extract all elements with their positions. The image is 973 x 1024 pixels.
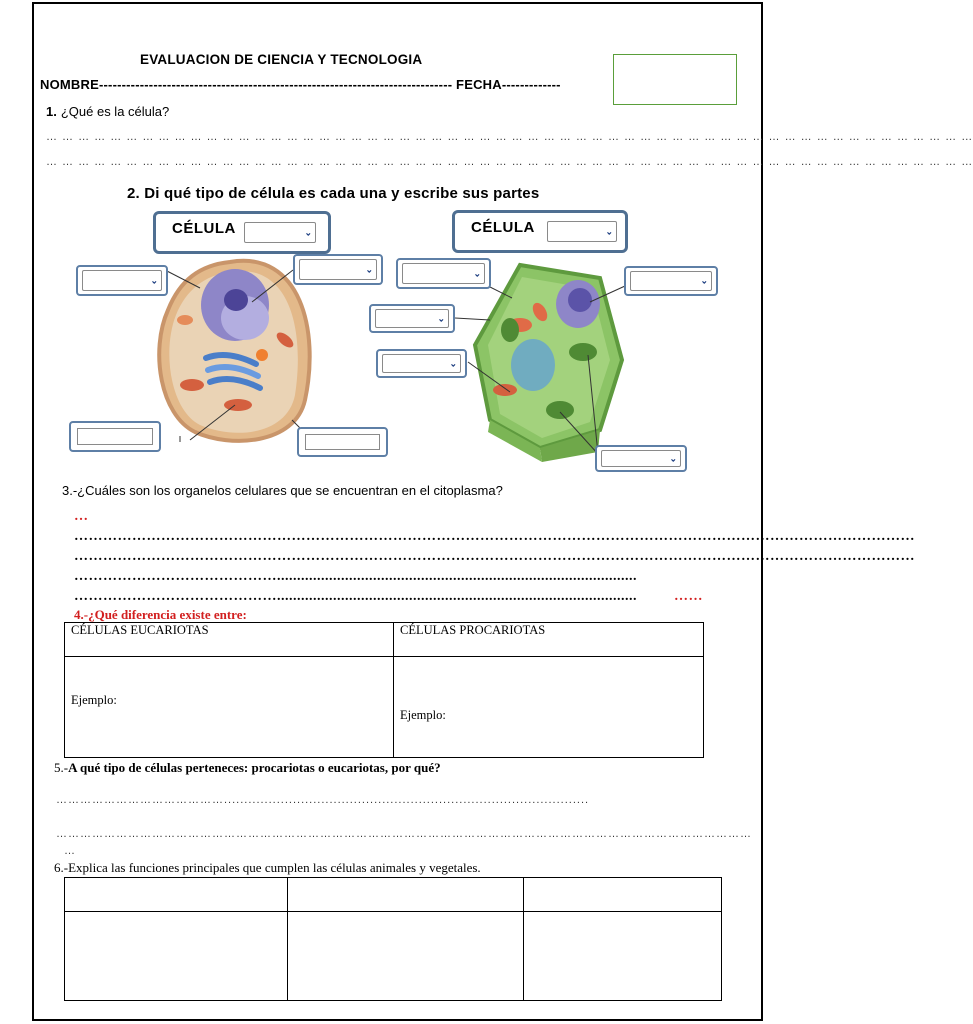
chevron-down-icon: ⌄	[437, 313, 445, 323]
cell-illustrations	[0, 0, 973, 480]
functions-header-cell-2[interactable]	[288, 878, 524, 912]
chevron-down-icon: ⌄	[605, 226, 613, 236]
question-5-text: A qué tipo de células perteneces: procariotas o eucariotas, por qué?	[68, 760, 441, 775]
chevron-down-icon: ⌄	[150, 275, 158, 285]
answer-line-2[interactable]: … … … … … … … … … … … … … … … … … … … … … … … … … … … … … … … … … … … … … … … … … … … … … … … … … … … … … … … … … …	[46, 156, 973, 168]
cell-label: CÉLULA	[172, 220, 236, 237]
animal-cell-drawing	[159, 261, 309, 442]
example-label: Ejemplo:	[400, 707, 446, 722]
answer-line-3d-red-tail: ……	[674, 589, 703, 604]
answer-line-3c[interactable]: ……………………………………..........................................................................................	[74, 569, 637, 584]
animal-part-text-2[interactable]	[297, 427, 388, 457]
eukaryotic-answer-cell[interactable]	[65, 657, 394, 758]
cell-label: CÉLULA	[471, 219, 535, 236]
question-1-number: 1.	[46, 104, 57, 119]
chevron-down-icon: ⌄	[449, 358, 457, 368]
animal-part-dropdown-2[interactable]	[293, 254, 383, 285]
chevron-down-icon: ⌄	[700, 275, 708, 286]
answer-line-3b[interactable]: …………………………………………………………………………………………………………………………………………………………	[74, 549, 915, 564]
chevron-down-icon: ⌄	[669, 453, 677, 463]
answer-line-5a[interactable]: ……………………………………..........................................................................................	[56, 794, 590, 806]
question-1-text: ¿Qué es la célula?	[60, 104, 170, 119]
answer-line-5-tail: …	[64, 845, 76, 857]
chevron-down-icon: ⌄	[365, 264, 373, 274]
chevron-down-icon: ⌄	[304, 227, 312, 237]
chevron-down-icon: ⌄	[473, 268, 481, 278]
animal-cell-type-box	[153, 211, 331, 254]
header-prokaryotic: CÉLULAS PROCARIOTAS	[394, 623, 704, 657]
functions-header-cell-3[interactable]	[524, 878, 722, 912]
question-4: 4.-¿Qué diferencia existe entre:	[74, 607, 247, 622]
plant-part-dropdown-3[interactable]	[369, 304, 455, 333]
prokaryotic-answer-cell[interactable]	[394, 657, 704, 758]
page-title: EVALUACION DE CIENCIA Y TECNOLOGIA	[140, 52, 423, 67]
question-6: 6.-Explica las funciones principales que cumplen las células animales y vegetales.	[54, 860, 481, 875]
plant-part-dropdown-1[interactable]	[396, 258, 491, 289]
question-2: 2. Di qué tipo de célula es cada una y escribe sus partes	[127, 185, 540, 202]
question-3: 3.-¿Cuáles son los organelos celulares que se encuentran en el citoplasma?	[62, 483, 503, 498]
animal-cell-type-dropdown[interactable]	[244, 222, 316, 243]
question-5-prefix: 5.-	[54, 760, 69, 775]
functions-cell-2[interactable]	[288, 912, 524, 1001]
name-date-line: NOMBRE------------------------------------------------------------------------------ FECHA-------------	[40, 77, 561, 92]
plant-part-dropdown-2[interactable]	[624, 266, 718, 296]
plant-cell-type-dropdown[interactable]	[547, 221, 617, 242]
functions-header-cell-1[interactable]	[65, 878, 288, 912]
functions-table	[64, 877, 722, 1001]
functions-cell-3[interactable]	[524, 912, 722, 1001]
example-label: Ejemplo:	[71, 692, 117, 707]
animal-part-dropdown-1[interactable]	[76, 265, 168, 296]
plant-cell-drawing	[455, 265, 625, 462]
answer-line-1[interactable]: … … … … … … … … … … … … … … … … … … … … … … … … … … … … … … … … … … … … … … … … … … … … … … … … … … … … … … … … … …	[46, 131, 973, 143]
header-eukaryotic: CÉLULAS EUCARIOTAS	[65, 623, 394, 657]
answer-line-red-start[interactable]: …	[74, 509, 89, 524]
answer-line-3d[interactable]: ……………………………………..........................................................................................	[74, 589, 637, 604]
plant-part-dropdown-5[interactable]	[595, 445, 687, 472]
answer-line-5b[interactable]: …………………………………………………………………………………………………………………………………………………………	[56, 828, 752, 840]
question-5	[54, 760, 441, 776]
animal-part-text-1[interactable]	[69, 421, 161, 452]
functions-cell-1[interactable]	[65, 912, 288, 1001]
plant-cell-type-box	[452, 210, 628, 253]
comparison-table	[64, 622, 704, 758]
answer-line-3a[interactable]: …………………………………………………………………………………………………………………………………………………………	[74, 529, 915, 544]
plant-part-dropdown-4[interactable]	[376, 349, 467, 378]
